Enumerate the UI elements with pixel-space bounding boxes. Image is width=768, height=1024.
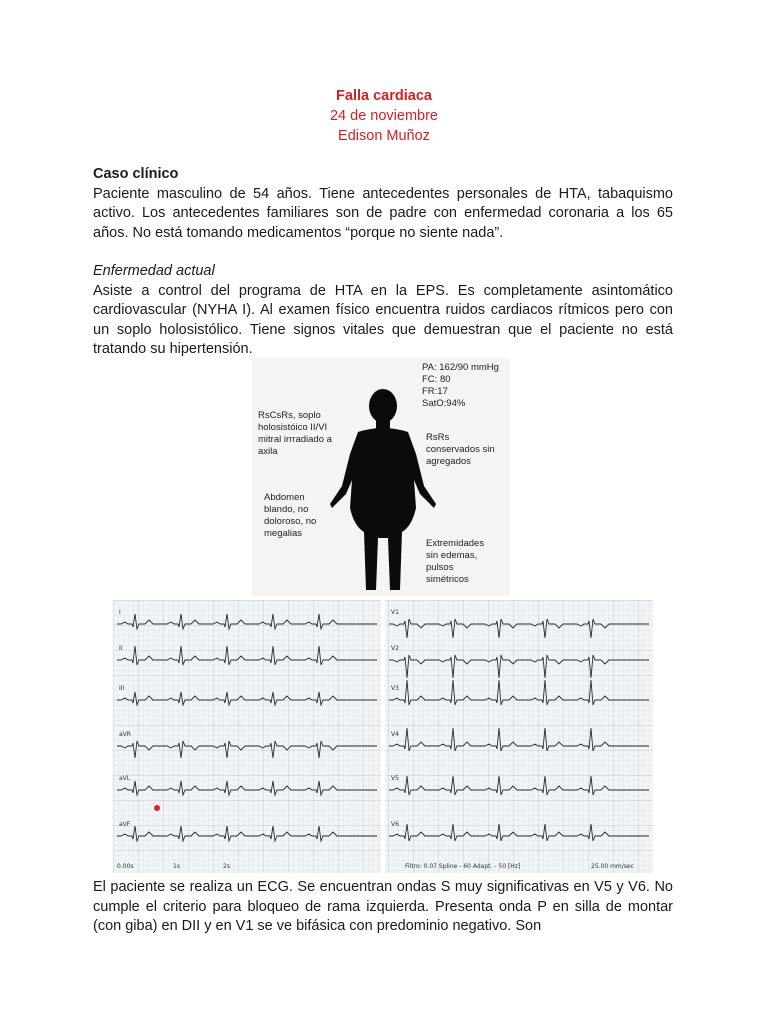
ecg-footer-time: 2s xyxy=(223,863,230,870)
document-title: Falla cardiaca xyxy=(336,88,432,104)
document-author: Edison Muñoz xyxy=(338,128,430,144)
lead-label: V1 xyxy=(391,609,399,616)
current-illness-paragraph: Asiste a control del programa de HTA en la EPS. Es completamente asintomático cardiovascular (NYHA I). Al examen físico encuentra ruidos cardiacos rítmicos pero con un soplo holosistólico. Tiene signos vitales que demuestran que el paciente no está tratando su hipertensión. xyxy=(93,282,673,357)
lead-label: V6 xyxy=(391,821,399,828)
lead-label: II xyxy=(119,645,123,652)
marker-dot xyxy=(154,805,160,811)
current-illness-heading: Enfermedad actual xyxy=(93,263,215,279)
ecg-discussion-paragraph: El paciente se realiza un ECG. Se encuentran ondas S muy significativas en V5 y V6. No cumple el criterio para bloqueo de rama izquierda. Presenta onda P en silla de montar (con giba) en DII y en V1 se ve bifásica con predominio negativo. Son xyxy=(93,879,673,934)
current-illness-section xyxy=(93,262,673,360)
lead-label: aVR xyxy=(119,731,131,738)
lead-label: V2 xyxy=(391,645,399,652)
lead-label: aVF xyxy=(119,821,131,828)
document-header xyxy=(0,86,768,146)
ecg-tracing xyxy=(113,600,653,873)
ecg-discussion-section xyxy=(93,878,673,937)
vitals-text: PA: 162/90 mmHg FC: 80 FR:17 SatO:94% xyxy=(422,362,499,409)
ecg-footer-time: 1s xyxy=(173,863,180,870)
document-date: 24 de noviembre xyxy=(329,108,438,124)
abdomen-exam-text: Abdomen blando, no doloroso, no megalias xyxy=(264,492,317,539)
physical-exam-figure xyxy=(252,358,510,596)
ecg-image xyxy=(113,600,653,873)
case-section xyxy=(93,165,673,243)
lungs-exam-text: RsRs conservados sin agregados xyxy=(426,432,495,467)
extremities-exam-text: Extremidades sin edemas, pulsos simétricos xyxy=(426,538,485,585)
ecg-footer-filter: Filtro: 0.07 Spline - 60 Adapt. - 50 [Hz] xyxy=(405,863,521,870)
lead-label: V4 xyxy=(391,731,399,738)
case-heading: Caso clínico xyxy=(93,166,179,182)
ecg-footer-speed: 25.00 mm/sec xyxy=(591,863,634,870)
lead-label: aVL xyxy=(119,775,131,782)
heart-exam-text: RsCsRs, soplo holosistóico II/VI mitral irrradiado a axila xyxy=(258,410,332,457)
lead-label: III xyxy=(119,685,125,692)
lead-label: V3 xyxy=(391,685,399,692)
lead-label: V5 xyxy=(391,775,399,782)
lead-label: I xyxy=(119,609,121,616)
ecg-footer-time: 0.00s xyxy=(117,863,134,870)
case-paragraph: Paciente masculino de 54 años. Tiene antecedentes personales de HTA, tabaquismo activo. Los antecedentes familiares son de padre con enfermedad coronaria a los 65 años. No está tomando medicamentos “porque no siente nada”. xyxy=(93,185,673,241)
